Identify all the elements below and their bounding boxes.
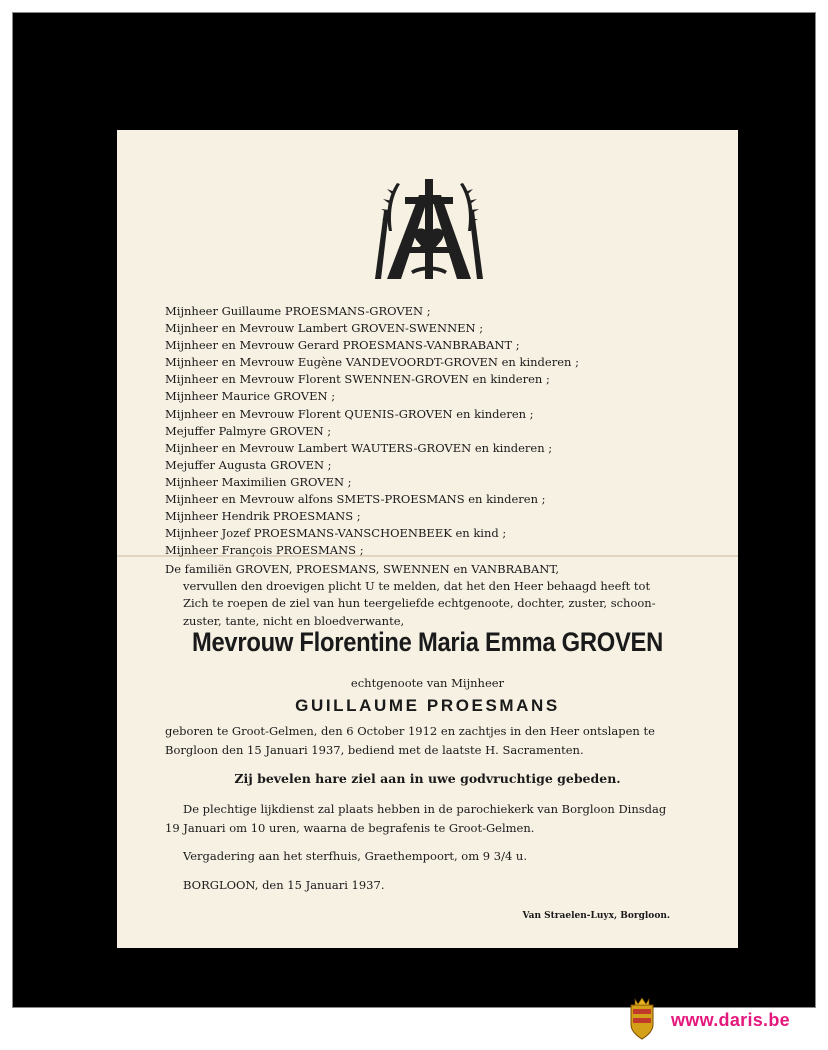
announcement-line: Zich te roepen de ziel van hun teergeliefde echtgenoote, dochter, zuster, schoon-: [183, 596, 656, 611]
family-list-item: Mijnheer en Mevrouw Florent QUENIS-GROVEN en kinderen ;: [165, 406, 534, 421]
family-list-item: Mijnheer Guillaume PROESMANS-GROVEN ;: [165, 304, 431, 318]
announcement-line: zuster, tante, nicht en bloedverwante,: [183, 613, 405, 628]
announcement-line: De familiën GROVEN, PROESMANS, SWENNEN en VANBRABANT,: [165, 562, 559, 576]
black-mat-frame: [12, 12, 816, 1008]
mary-monogram-icon: [367, 175, 492, 283]
funeral-paragraph: [165, 800, 740, 838]
spouse-label: echtgenoote van Mijnheer: [350, 676, 505, 690]
printer-credit: Van Straelen-Luyx, Borgloon.: [522, 911, 670, 921]
family-list-item: Mijnheer en Mevrouw Lambert WAUTERS-GROVEN en kinderen ;: [165, 440, 553, 455]
spouse-name: GUILLAUME PROESMANS: [295, 696, 560, 715]
family-list-item: Mijnheer en Mevrouw Gerard PROESMANS-VANBRABANT ;: [165, 338, 520, 353]
coat-of-arms-icon: [627, 997, 657, 1041]
family-list-item: Mejuffer Palmyre GROVEN ;: [165, 423, 332, 438]
announcement-paragraph: [165, 561, 725, 630]
family-list-item: Mijnheer en Mevrouw Florent SWENNEN-GROVEN en kinderen ;: [165, 372, 550, 387]
family-list-item: Mijnheer en Mevrouw alfons SMETS-PROESMANS en kinderen ;: [165, 492, 546, 507]
family-list-item: Mijnheer en Mevrouw Lambert GROVEN-SWENNEN ;: [165, 321, 484, 336]
funeral-line: De plechtige lijkdienst zal plaats hebben in de parochiekerk van Borgloon Dinsdag: [183, 802, 667, 816]
birth-line: Borgloon den 15 Januari 1937, bediend met de laatste H. Sacramenten.: [165, 743, 584, 757]
gathering-note: Vergadering aan het sterfhuis, Graethempoort, om 9 3/4 u.: [183, 849, 527, 863]
family-list-item: Mijnheer Jozef PROESMANS-VANSCHOENBEEK en kind ;: [165, 526, 507, 541]
family-list-item: Mijnheer Maximilien GROVEN ;: [165, 474, 352, 489]
announcement-line: vervullen den droevigen plicht U te melden, dat het den Heer behaagd heeft tot: [183, 579, 651, 594]
family-list-item: Mijnheer Maurice GROVEN ;: [165, 389, 336, 404]
family-list-item: Mejuffer Augusta GROVEN ;: [165, 457, 332, 472]
funeral-line: 19 Januari om 10 uren, waarna de begrafenis te Groot-Gelmen.: [165, 821, 535, 835]
deceased-name: Mevrouw Florentine Maria Emma GROVEN: [191, 627, 664, 657]
prayer-request: Zij bevelen hare ziel aan in uwe godvruchtige gebeden.: [234, 771, 621, 786]
family-list-item: Mijnheer Hendrik PROESMANS ;: [165, 509, 361, 524]
family-list-item: Mijnheer en Mevrouw Eugène VANDEVOORDT-GROVEN en kinderen ;: [165, 355, 579, 370]
birth-death-paragraph: [165, 722, 735, 760]
place-date-line: BORGLOON, den 15 Januari 1937.: [183, 878, 385, 892]
family-list: [165, 303, 725, 559]
birth-line: geboren te Groot-Gelmen, den 6 October 1912 en zachtjes in den Heer ontslapen te: [165, 724, 655, 738]
death-notice-card: [117, 130, 738, 948]
watermark-url[interactable]: www.daris.be: [671, 1010, 790, 1030]
family-list-item: Mijnheer François PROESMANS ;: [165, 543, 364, 558]
